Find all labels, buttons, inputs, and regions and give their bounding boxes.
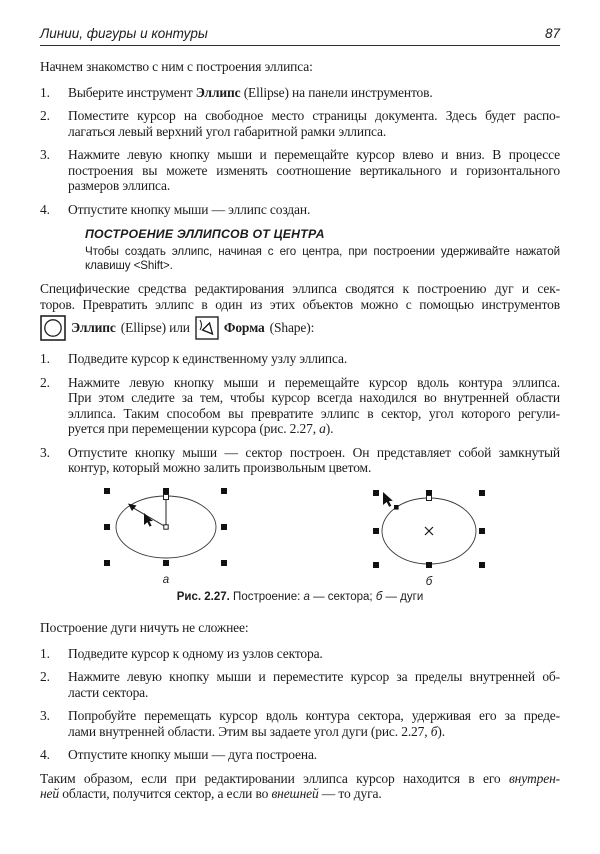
text-run: Рис. 2.27. xyxy=(176,590,230,603)
list-number: 2. xyxy=(40,108,50,123)
intro-paragraph xyxy=(40,59,560,75)
top-node xyxy=(164,494,169,499)
text-line xyxy=(68,351,560,367)
mouse-cursor-icon xyxy=(144,513,153,527)
list-number: 3. xyxy=(40,147,50,162)
list-number: 1. xyxy=(40,645,50,661)
text-run: ласти сектора. xyxy=(68,684,149,700)
list-make-sector xyxy=(40,351,560,476)
shape-tool-label: Форма xyxy=(223,319,265,335)
list-item-text xyxy=(68,708,560,739)
list-item xyxy=(40,375,560,437)
text-line xyxy=(68,147,560,163)
list-item-text xyxy=(68,669,560,700)
list-item-text xyxy=(68,351,560,367)
list-number: 2. xyxy=(40,669,50,684)
page-header xyxy=(40,26,560,46)
text-line xyxy=(40,281,560,297)
text-run: Специфические средства редактирования эллипса сводятся к построению дуг и сек- xyxy=(40,281,560,296)
list-number: 4. xyxy=(40,201,50,217)
text-line xyxy=(68,747,560,763)
text-run: ). xyxy=(325,421,334,436)
text-line xyxy=(40,59,560,75)
text-run: — дуги xyxy=(382,590,424,603)
text-run: области, получится сектор, а если во xyxy=(59,786,272,801)
tools-paragraph-text xyxy=(40,281,560,312)
text-run: размеров эллипса. xyxy=(68,178,171,193)
figure-sector xyxy=(102,486,230,586)
list-item-text xyxy=(68,85,560,101)
ellipse-tool-label: Эллипс xyxy=(71,319,116,335)
text-run: внешней xyxy=(271,786,319,801)
text-line xyxy=(68,708,560,724)
text-run: лагаться левый верхний угол габаритной рамки эллипса. xyxy=(68,123,387,139)
tools-paragraph xyxy=(40,281,560,341)
running-title: Линии, фигуры и контуры xyxy=(40,26,208,41)
list-build-arc xyxy=(40,646,560,763)
text-line xyxy=(68,108,560,124)
tip-heading: ПОСТРОЕНИЕ ЭЛЛИПСОВ ОТ ЦЕНТРА xyxy=(85,227,325,241)
text-run: (Ellipse) на панели инструментов. xyxy=(240,84,433,100)
list-number: 1. xyxy=(40,84,50,100)
tools-line xyxy=(40,314,560,341)
figure-2-27 xyxy=(40,486,560,588)
list-item-text xyxy=(68,108,560,139)
text-run: лами внутренней области. Этим вы задаете угол дуги (рис. 2.27, xyxy=(68,723,431,739)
text-line xyxy=(40,297,560,313)
list-item xyxy=(40,646,560,662)
text-run: Нажмите левую кнопку мыши и перемещайте курсор вдоль контура эллипса. xyxy=(68,374,560,390)
text-run: ней xyxy=(40,786,59,801)
list-item xyxy=(40,108,560,139)
center-node xyxy=(164,524,168,528)
list-number: 4. xyxy=(40,747,50,762)
list-number: 2. xyxy=(40,374,50,390)
list-item xyxy=(40,445,560,476)
list-item-text xyxy=(68,646,560,662)
text-line xyxy=(40,771,560,787)
text-run: а xyxy=(303,590,310,603)
text-run: Отпустите кнопку мыши — дуга построена. xyxy=(68,747,318,762)
text-run: При этом следите за тем, чтобы курсор всегда находился во внутренней области xyxy=(68,390,560,405)
text-line xyxy=(68,85,560,101)
shape-tool-icon xyxy=(195,316,219,340)
text-line xyxy=(68,202,560,218)
list-number: 3. xyxy=(40,444,50,460)
list-number: 1. xyxy=(40,351,50,366)
text-run: Попробуйте перемещать курсор вдоль контура сектора, удерживая его за преде- xyxy=(68,708,560,723)
text-line xyxy=(68,375,560,391)
text-run: контур, который можно залить произвольным цветом. xyxy=(68,460,372,475)
arc-intro-paragraph xyxy=(40,620,560,636)
list-item-text xyxy=(68,375,560,437)
text-run: а xyxy=(319,421,326,436)
arc-drawing xyxy=(371,486,487,570)
tip-text xyxy=(85,245,560,273)
list-item-text xyxy=(68,202,560,218)
text-run: — сектора; xyxy=(309,590,376,603)
text-line xyxy=(40,590,560,606)
list-item xyxy=(40,747,560,763)
center-cross xyxy=(425,527,433,535)
text-run: Чтобы создать эллипс, начиная с его центра, при построении удерживайте нажатой xyxy=(85,245,560,258)
list-item xyxy=(40,85,560,101)
selection-handles xyxy=(373,490,485,568)
text-line xyxy=(68,445,560,461)
text-run: Подведите курсор к единственному узлу эллипса. xyxy=(68,351,348,366)
text-line xyxy=(40,786,560,802)
text-run: Начнем знакомство с ним с построения эллипса: xyxy=(40,59,313,74)
text-run: клавишу <Shift>. xyxy=(85,259,173,272)
text-run: эллипса. Таким способом вы превратите эллипс в сектор, угол которого регули- xyxy=(68,405,560,421)
tools-line-text: (Shape): xyxy=(269,319,315,335)
list-item xyxy=(40,669,560,700)
text-run: Построение дуги ничуть не сложнее: xyxy=(40,620,249,635)
sector-radius-diagonal xyxy=(130,506,166,527)
list-item-text xyxy=(68,445,560,476)
radius-arrowhead xyxy=(128,503,137,511)
figure-label-b: б xyxy=(425,575,433,588)
text-run: Отпустите кнопку мыши — сектор построен. Он представляет собой замкнутый xyxy=(68,444,560,460)
list-item xyxy=(40,351,560,367)
text-run: внутрен- xyxy=(508,770,560,786)
text-line xyxy=(68,390,560,406)
list-item xyxy=(40,708,560,739)
text-line xyxy=(68,460,560,476)
figure-caption xyxy=(40,590,560,606)
figure-arc xyxy=(371,486,487,588)
text-line xyxy=(68,685,560,701)
text-run: ). xyxy=(437,723,445,739)
text-line xyxy=(68,646,560,662)
mouse-cursor-icon xyxy=(383,492,393,507)
page-number: 87 xyxy=(544,26,560,41)
text-run: построения вы можете изменять соотношение вертикального и горизонтального xyxy=(68,162,560,178)
list-item xyxy=(40,202,560,218)
text-run: Отпустите кнопку мыши — эллипс создан. xyxy=(68,201,311,217)
closing-paragraph xyxy=(40,771,560,802)
text-run: Нажмите левую кнопку мыши и переместите курсор за пределы внутренней об- xyxy=(68,669,560,684)
tip-block xyxy=(85,227,560,273)
text-run: — то дуга. xyxy=(318,786,382,801)
list-item xyxy=(40,147,560,194)
text-run: Таким образом, если при редактировании эллипса курсор находится в его xyxy=(40,770,509,786)
text-run: Нажмите левую кнопку мыши и перемещайте курсор влево и вниз. В процессе xyxy=(68,147,560,162)
text-run: Построение: xyxy=(229,590,304,603)
text-run: Выберите инструмент xyxy=(68,84,196,100)
text-run: Поместите курсор на свободное место страницы документа. Здесь будет распо- xyxy=(68,108,560,123)
text-line xyxy=(68,724,560,740)
text-line xyxy=(85,245,560,259)
text-run: торов. Превратить эллипс в один из этих объектов можно с помощью инструментов xyxy=(40,296,560,312)
list-item-text xyxy=(68,147,560,194)
sector-drawing xyxy=(102,486,230,568)
edge-node xyxy=(394,505,399,510)
text-line xyxy=(40,620,560,636)
text-run: руется при перемещении курсора (рис. 2.27, xyxy=(68,421,320,436)
figure-label-a: а xyxy=(162,573,170,586)
text-run: б xyxy=(430,723,438,739)
tools-line-text: (Ellipse) или xyxy=(120,319,190,335)
list-build-ellipse xyxy=(40,85,560,218)
list-item-text xyxy=(68,747,560,763)
text-run: Подведите курсор к одному из узлов сектора. xyxy=(68,645,323,661)
text-line xyxy=(68,406,560,422)
text-line xyxy=(68,163,560,179)
text-line xyxy=(68,421,560,437)
ellipse-tool-icon xyxy=(40,315,66,341)
text-run: Эллипс xyxy=(195,84,241,100)
text-run: б xyxy=(375,590,383,603)
text-line xyxy=(85,259,560,273)
text-line xyxy=(68,669,560,685)
text-line xyxy=(68,124,560,140)
text-line xyxy=(68,178,560,194)
list-number: 3. xyxy=(40,708,50,723)
top-node xyxy=(427,495,432,500)
